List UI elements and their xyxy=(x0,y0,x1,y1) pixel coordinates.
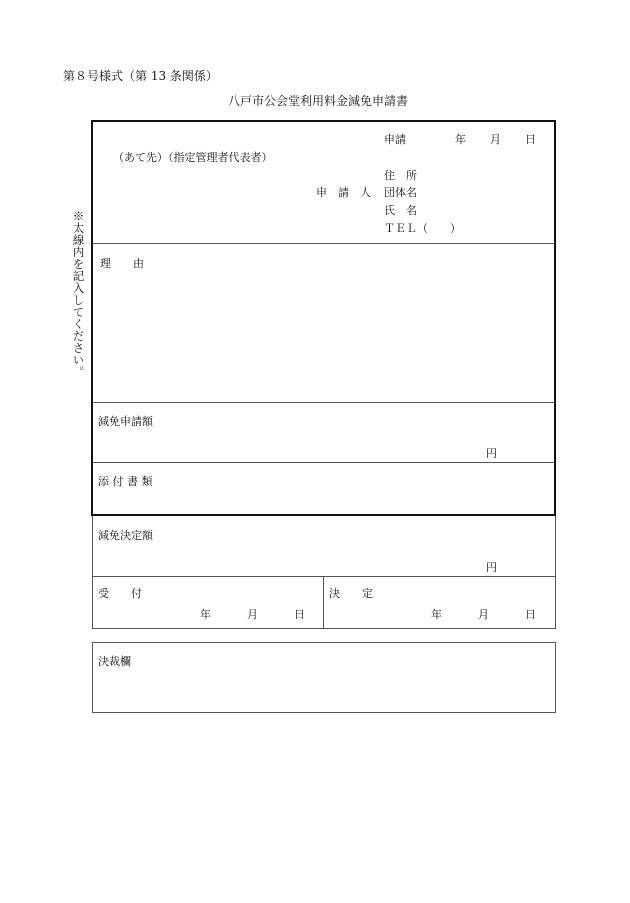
lower-left-border xyxy=(92,516,93,629)
page-title: 八戸市公会堂利用料金減免申請書 xyxy=(228,94,409,108)
lower-bottom-border xyxy=(92,628,556,629)
decision-amount-label: 減免決定額 xyxy=(98,529,153,542)
approval-label: 決裁欄 xyxy=(98,655,131,668)
divider-amount xyxy=(93,462,554,463)
request-amount-unit: 円 xyxy=(486,447,497,460)
decision-day: 日 xyxy=(525,608,536,621)
org-label: 団体名 xyxy=(384,186,417,199)
reception-label: 受 付 xyxy=(98,587,142,600)
reception-year: 年 xyxy=(200,608,211,621)
request-year: 年 xyxy=(455,133,466,146)
attachments-label: 添 付 書 類 xyxy=(98,475,153,488)
decision-amount-unit: 円 xyxy=(486,561,497,574)
decision-year: 年 xyxy=(431,608,442,621)
tel-label: ＴＥＬ（ ） xyxy=(384,222,461,235)
lower-right-border xyxy=(555,516,556,629)
divider-decision xyxy=(92,576,556,577)
reception-day: 日 xyxy=(294,608,305,621)
reception-month: 月 xyxy=(247,608,258,621)
divider-reason xyxy=(93,402,554,403)
addressee: （あて先）（指定管理者代表者） xyxy=(113,151,273,164)
reception-decision-divider xyxy=(323,576,324,628)
request-month: 月 xyxy=(490,133,501,146)
form-number: 第８号様式（第 13 条関係） xyxy=(63,69,218,83)
decision-label: 決 定 xyxy=(329,587,373,600)
request-day: 日 xyxy=(525,133,536,146)
request-date-label: 申請 xyxy=(384,133,406,146)
divider-header xyxy=(93,243,554,244)
approval-box xyxy=(92,642,556,713)
decision-month: 月 xyxy=(478,608,489,621)
name-label: 氏 名 xyxy=(384,204,417,217)
side-note: ※太線内を記入してください。 xyxy=(71,210,86,378)
applicant-label: 申 請 人 xyxy=(316,186,371,199)
address-label: 住 所 xyxy=(384,169,417,182)
reason-label: 理 由 xyxy=(100,257,144,270)
request-amount-label: 減免申請額 xyxy=(98,415,153,428)
